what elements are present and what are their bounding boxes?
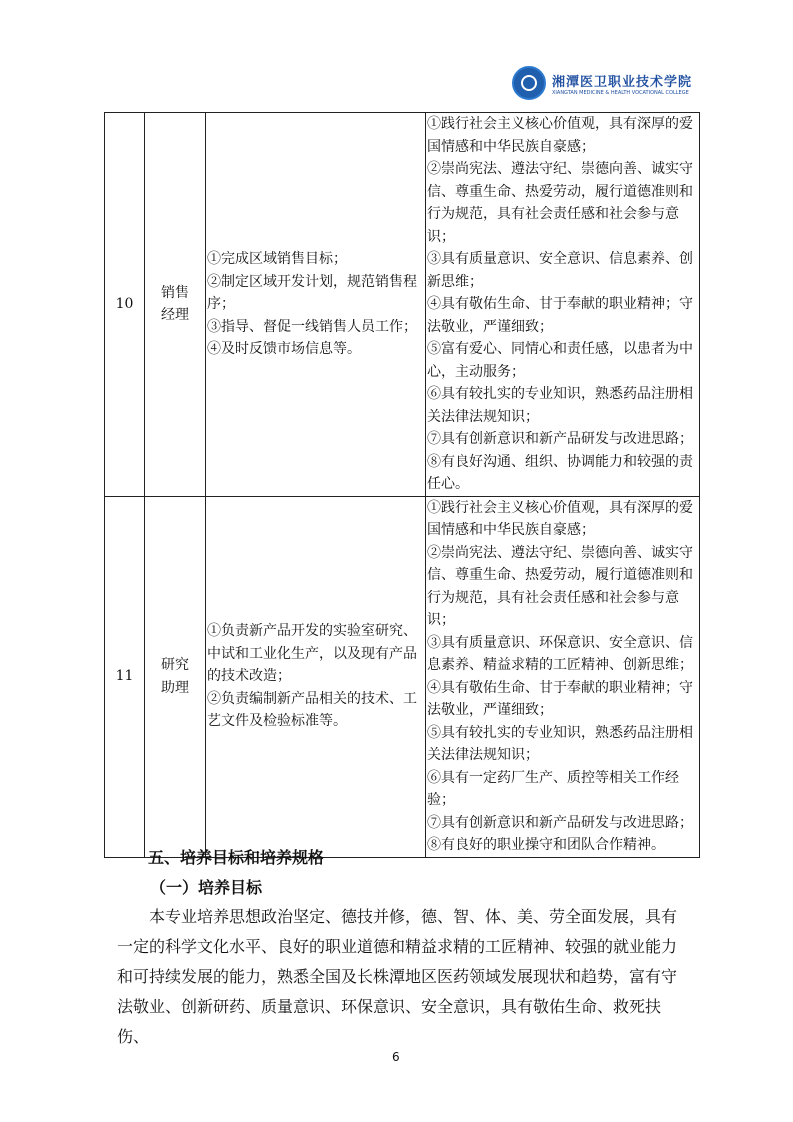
list-item: ⑥具有一定药厂生产、质控等相关工作经验； bbox=[427, 769, 679, 808]
list-item: ⑧有良好的职业操守和团队合作精神。 bbox=[427, 837, 665, 853]
page-number: 6 bbox=[392, 1050, 400, 1064]
list-item: ⑦具有创新意识和新产品研发与改进思路； bbox=[427, 814, 693, 831]
job-table bbox=[104, 112, 700, 858]
logo-name-en: XIANGTAN MEDICINE & HEALTH VOCATIONAL COLLEGE bbox=[552, 89, 689, 96]
job-role bbox=[145, 113, 206, 497]
table-row bbox=[105, 496, 700, 857]
list-item: ②负责编制新产品相关的技术、工艺文件及检验标准等。 bbox=[207, 690, 417, 730]
job-duties bbox=[206, 113, 426, 497]
job-role bbox=[145, 496, 206, 857]
list-item: ①践行社会主义核心价值观，具有深厚的爱国情感和中华民族自豪感； bbox=[427, 499, 693, 538]
list-item: ③具有质量意识、环保意识、安全意识、信息素养、精益求精的工匠精神、创新思维； bbox=[427, 634, 693, 673]
list-item: ②崇尚宪法、遵法守纪、崇德向善、诚实守信、尊重生命、热爱劳动，履行道德准则和行为规范，具有社会责任感和社会参与意识； bbox=[427, 161, 693, 245]
list-item: ①负责新产品开发的实验室研究、中试和工业化生产，以及现有产品的技术改造； bbox=[207, 623, 417, 685]
job-requirements bbox=[426, 496, 700, 857]
row-number: 10 bbox=[105, 113, 145, 497]
list-item: ⑦具有创新意识和新产品研发与改进思路； bbox=[427, 431, 693, 447]
list-item: ④具有敬佑生命、甘于奉献的职业精神；守法敬业，严谨细致； bbox=[427, 679, 693, 718]
list-item: ②制定区域开发计划，规范销售程序； bbox=[207, 273, 417, 312]
subsection-heading: （一）培养目标 bbox=[150, 878, 263, 897]
list-item: ⑤具有较扎实的专业知识，熟悉药品注册相关法律法规知识； bbox=[427, 724, 693, 763]
job-role-text: 销售经理 bbox=[161, 284, 189, 324]
list-item: ⑤富有爱心、同情心和责任感，以患者为中心，主动服务； bbox=[427, 341, 693, 380]
logo-name-cn: 湘潭医卫职业技术学院 bbox=[552, 74, 693, 90]
list-item: ①践行社会主义核心价值观，具有深厚的爱国情感和中华民族自豪感； bbox=[427, 116, 693, 155]
list-item: ②崇尚宪法、遵法守纪、崇德向善、诚实守信、尊重生命、热爱劳动，履行道德准则和行为规范，具有社会责任感和社会参与意识； bbox=[427, 544, 693, 628]
college-emblem-icon bbox=[512, 66, 546, 100]
list-item: ①完成区域销售目标； bbox=[207, 251, 347, 267]
job-duties bbox=[206, 496, 426, 857]
list-item: ④及时反馈市场信息等。 bbox=[207, 341, 361, 357]
list-item: ③指导、督促一线销售人员工作； bbox=[207, 318, 417, 335]
section-heading: 五、培养目标和培养规格 bbox=[148, 848, 325, 867]
list-item: ④具有敬佑生命、甘于奉献的职业精神；守法敬业，严谨细致； bbox=[427, 296, 693, 335]
list-item: ③具有质量意识、安全意识、信息素养、创新思维； bbox=[427, 251, 693, 290]
job-requirements bbox=[426, 113, 700, 497]
college-logo bbox=[512, 66, 692, 100]
row-number: 11 bbox=[105, 496, 145, 857]
list-item: ⑥具有较扎实的专业知识，熟悉药品注册相关法律法规知识； bbox=[427, 386, 693, 425]
table-row bbox=[105, 113, 700, 497]
job-role-text: 研究助理 bbox=[161, 657, 189, 696]
list-item: ⑧有良好沟通、组织、协调能力和较强的责任心。 bbox=[427, 453, 693, 492]
body-paragraph: 本专业培养思想政治坚定、德技并修，德、智、体、美、劳全面发展，具有一定的科学文化水平、良好的职业道德和精益求精的工匠精神、较强的就业能力和可持续发展的能力，熟悉全国及长株潭地区医药领域发展现状和趋势，富有守法敬业、创新研药、质量意识、环保意识、安全意识，具有敬佑生命、救死扶伤、 bbox=[117, 907, 678, 1046]
